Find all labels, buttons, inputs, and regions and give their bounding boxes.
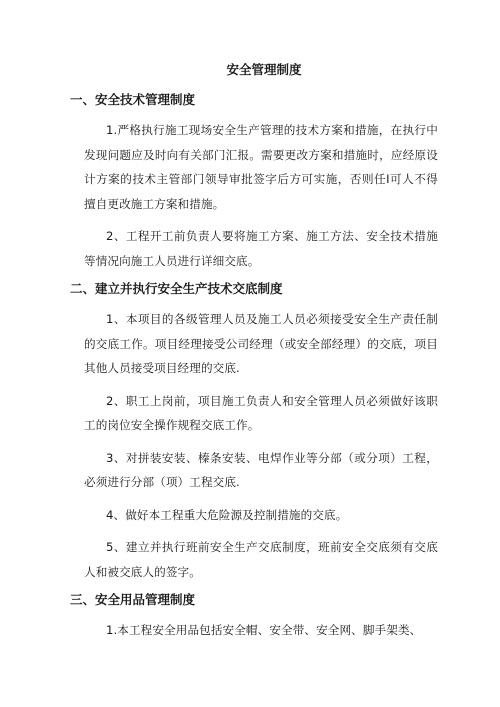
section-technical-briefing-system (70, 281, 438, 584)
document-title: 安全管理制度 (226, 62, 302, 77)
section-heading: 二、建立并执行安全生产技术交底制度 (70, 281, 283, 296)
paragraph: 3、对拼装安装、榛条安装、电焊作业等分部（或分项）工程，必须进行分部（项）工程交底. (84, 450, 438, 489)
section-heading: 三、安全用品管理制度 (70, 592, 196, 607)
paragraph: 2、职工上岗前，项目施工负责人和安全管理人员必须做好该职工的岗位安全操作规程交底工作。 (84, 393, 438, 432)
section-safety-technical-management (70, 92, 438, 273)
paragraph: 2、工程开工前负责人要将施工方案、施工方法、安全技术措施等情况向施工人员进行详细交底。 (84, 229, 438, 268)
section-safety-supplies-management (70, 592, 438, 643)
paragraph: 1.严格执行施工现场安全生产管理的技术方案和措施，在执行中发现问题应及时向有关部门汇报。需要更改方案和措施时，应经原设计方案的技术主管部门领导审批签字后方可实施，否则任Ⅰ可人不得擅自更改施工方案和措施。 (84, 123, 438, 211)
paragraph: 1.本工程安全用品包括安全帽、安全带、安全网、脚手架类、 (106, 623, 422, 637)
section-heading: 一、安全技术管理制度 (70, 92, 196, 107)
paragraph: 4、做好本工程重大危险源及控制措施的交底。 (106, 507, 348, 522)
paragraph: 1、本项目的各级管理人员及施工人员必须接受安全生产责任制的交底工作。项目经理接受公司经理（或安全部经理）的交底，项目其他人员接受项目经理的交底. (84, 312, 438, 375)
paragraph: 5、建立并执行班前安全生产交底制度，班前安全交底须有交底人和被交底人的签字。 (84, 540, 438, 579)
